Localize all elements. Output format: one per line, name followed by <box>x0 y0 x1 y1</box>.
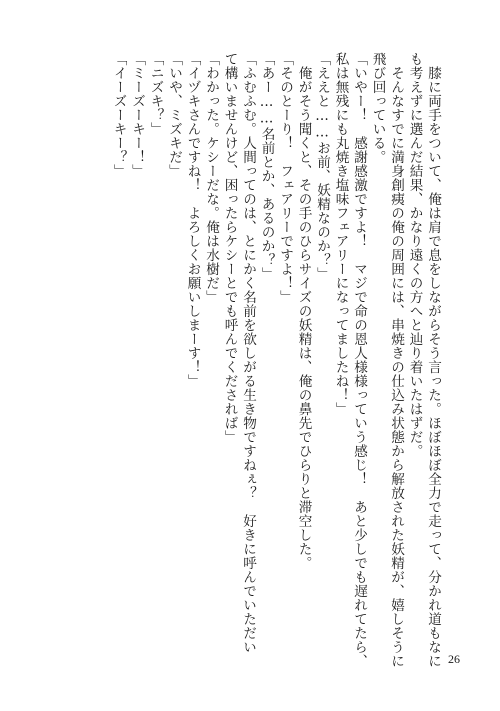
text-line: 「わかった。ケシーだな。俺は水樹だ」 <box>203 52 219 304</box>
text-line: 私は無残にも丸焼き塩味フェアリーになってましたね！」 <box>332 52 349 416</box>
text-line: 「いやー！ 感謝感激ですよ！ マジで命の恩人様様っていう感じ！ あと少しでも遅れてたら、 <box>351 52 367 668</box>
text-line: 「ミーズーキー！」 <box>129 52 145 178</box>
text-line: 「ふむふむ。人間ってのは、とにかく名前を欲しがる生き物ですねぇ？ 好きに呼んでいただい <box>240 52 256 654</box>
text-line: 「ええと……お前、妖精なのか？」 <box>314 52 330 281</box>
text-line: 「いや、ミズキだ」 <box>166 52 182 178</box>
text-line: て構いませんけど、困ったらケシーとでも呼んでくだされば」 <box>221 52 238 444</box>
text-line: そんなすでに満身創痍の俺の周囲には、串焼きの仕込み状態から解放された妖精が、嬉しそうに <box>388 52 404 668</box>
vertical-text-block <box>110 52 441 668</box>
text-line: 俺がそう聞くと、その手のひらサイズの妖精は、俺の鼻先でひらりと滞空した。 <box>295 52 312 570</box>
text-line: 飛び回っている。 <box>369 52 386 164</box>
text-line: 「イヅキさんですね！ よろしくお願いしまーす！」 <box>184 52 201 388</box>
text-line: 膝に両手をついて、俺は肩で息をしながらそう言った。ほぼほぼ全力で走って、分かれ道もなに <box>425 52 441 668</box>
text-line: 「そのとーり！ フェアリーですよ！」 <box>277 52 293 304</box>
text-line: 「あー……名前とか、あるのか？」 <box>258 52 275 281</box>
text-line: 「イーズーキー？」 <box>110 52 127 178</box>
text-line: 「ニズキ？」 <box>147 52 164 136</box>
page-number: 26 <box>448 652 460 666</box>
text-line: も考えずに選んだ結果、かなり遠くの方へと辿り着いたはずだ。 <box>406 52 423 458</box>
